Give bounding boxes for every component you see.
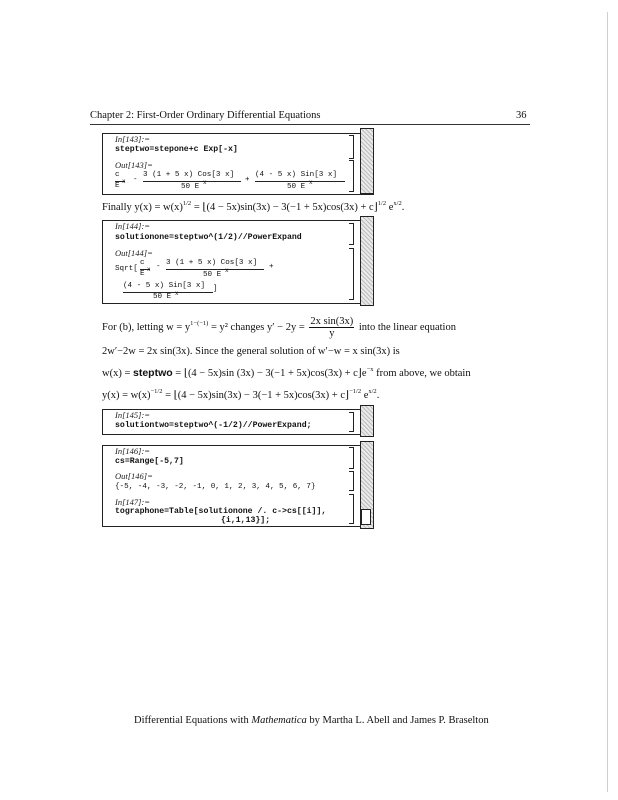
notebook-cell-144[interactable] xyxy=(102,220,374,304)
input-code-144[interactable]: solutionone=steptwo^(1/2)//PowerExpand xyxy=(115,233,302,242)
paragraph-part-b: For (b), letting $w = y^{1-(-1)} = y^2$ changes y′ − 2y = $\frac{\text{2x sin(3x)}}{y}$ into the linear equation xyxy=(102,316,456,339)
output-range-list: {-5, -4, -3, -2, -1, 0, 1, 2, 3, 4, 5, 6, 7} xyxy=(115,483,316,491)
exponent: x xyxy=(147,266,151,273)
out-label-143: Out[143]= xyxy=(115,160,153,170)
w-solution-text: w(x) = steptwo = ⌊(4 − 5x)sin $(3x) - 3(-1 + 5x)\cos(3x) + c⌋e^{-x}$ from above, we obtain xyxy=(102,366,471,379)
exponent: x xyxy=(309,179,313,186)
cell-scrollbar[interactable] xyxy=(360,128,374,194)
exponent: x xyxy=(225,267,229,274)
in-label-147: In[147]:= xyxy=(115,497,151,507)
minus-sign: - xyxy=(156,263,161,271)
output-term-cos-den: 50 E xyxy=(203,271,222,279)
input-code-146[interactable]: cs=Range[-5,7] xyxy=(115,457,184,466)
fraction-bar xyxy=(166,269,264,270)
output-term-sin-den: 50 E xyxy=(153,293,172,301)
output-term-cos: 3 (1 + 5 x) Cos[3 x] xyxy=(166,259,258,267)
in-label-144: In[144]:= xyxy=(115,221,151,231)
in-label-143: In[143]:= xyxy=(115,134,151,144)
cell-bracket-output[interactable] xyxy=(349,160,354,192)
header-rule xyxy=(90,124,530,125)
fraction-bar xyxy=(143,181,241,182)
input-code-147-line1[interactable]: tographone=Table[solutionone /. c->cs[[i]], xyxy=(115,507,327,516)
chapter-title: Chapter 2: First-Order Ordinary Differential Equations xyxy=(90,110,321,121)
output-term-sin-den: 50 E xyxy=(287,183,306,191)
output-term-sin: (4 - 5 x) Sin[3 x] xyxy=(255,171,338,179)
input-code-147-line2[interactable]: {i,1,13}]; xyxy=(221,516,271,525)
out-label-146: Out[146]= xyxy=(115,471,153,481)
notebook-cell-146-147[interactable] xyxy=(102,445,374,527)
cell-bracket-output[interactable] xyxy=(349,471,354,491)
y-solution-text: $y(x) = w(x)^{-1/2}$ = ⌊(4 − 5x)sin(3x) − 3(−1 + 5x)cos(3x) + c⌋$^{-1/2}$ $e^{x/2}$. xyxy=(102,388,380,401)
output-term-sin: (4 - 5 x) Sin[3 x] xyxy=(123,282,206,290)
notebook-cell-145[interactable] xyxy=(102,409,374,435)
notebook-cell-143[interactable] xyxy=(102,133,374,195)
exponent: x xyxy=(175,290,179,297)
page-number: 36 xyxy=(516,110,527,121)
sqrt-open: Sqrt[ xyxy=(115,265,138,273)
scrollbar-thumb[interactable] xyxy=(361,509,371,525)
output-term-c: c xyxy=(115,171,120,179)
book-footer: Differential Equations with Mathematica by Martha L. Abell and James P. Braselton xyxy=(134,715,489,726)
sqrt-close: ] xyxy=(213,285,218,293)
cell-bracket-input[interactable] xyxy=(349,494,354,524)
output-term-c-den: E xyxy=(140,270,145,278)
input-code-143[interactable]: steptwo=stepone+c Exp[-x] xyxy=(115,145,238,154)
output-term-cos: 3 (1 + 5 x) Cos[3 x] xyxy=(143,171,235,179)
output-term-cos-den: 50 E xyxy=(181,183,200,191)
finally-equation: Finally $y(x) = w(x)^{1/2}$ = ⌊(4 − 5x)sin(3x) − 3(−1 + 5x)cos(3x) + c⌋$^{1/2}$ $e^{x/2}$. xyxy=(102,200,405,213)
plus-sign: + xyxy=(269,263,274,271)
cell-scrollbar[interactable] xyxy=(360,216,374,306)
plus-sign: + xyxy=(245,176,250,184)
cell-bracket-output[interactable] xyxy=(349,248,354,300)
in-label-145: In[145]:= xyxy=(115,410,151,420)
linear-equation-text: 2w′−2w = 2x sin(3x). Since the general solution of w′−w = x sin(3x) is xyxy=(102,346,400,357)
page-edge-rule xyxy=(607,12,608,792)
cell-bracket-input[interactable] xyxy=(349,223,354,245)
in-label-146: In[146]:= xyxy=(115,446,151,456)
fraction-bar xyxy=(255,181,345,182)
cell-bracket-input[interactable] xyxy=(349,412,354,432)
out-label-144: Out[144]= xyxy=(115,248,153,258)
minus-sign: - xyxy=(133,176,138,184)
exponent: x xyxy=(203,179,207,186)
cell-bracket-input[interactable] xyxy=(349,447,354,469)
output-term-c: c xyxy=(140,259,145,267)
exponent: x xyxy=(122,178,126,185)
cell-bracket-input[interactable] xyxy=(349,135,354,159)
output-term-c-den: E xyxy=(115,182,120,190)
cell-scrollbar[interactable] xyxy=(360,405,374,437)
input-code-145[interactable]: solutiontwo=steptwo^(-1/2)//PowerExpand; xyxy=(115,421,312,430)
